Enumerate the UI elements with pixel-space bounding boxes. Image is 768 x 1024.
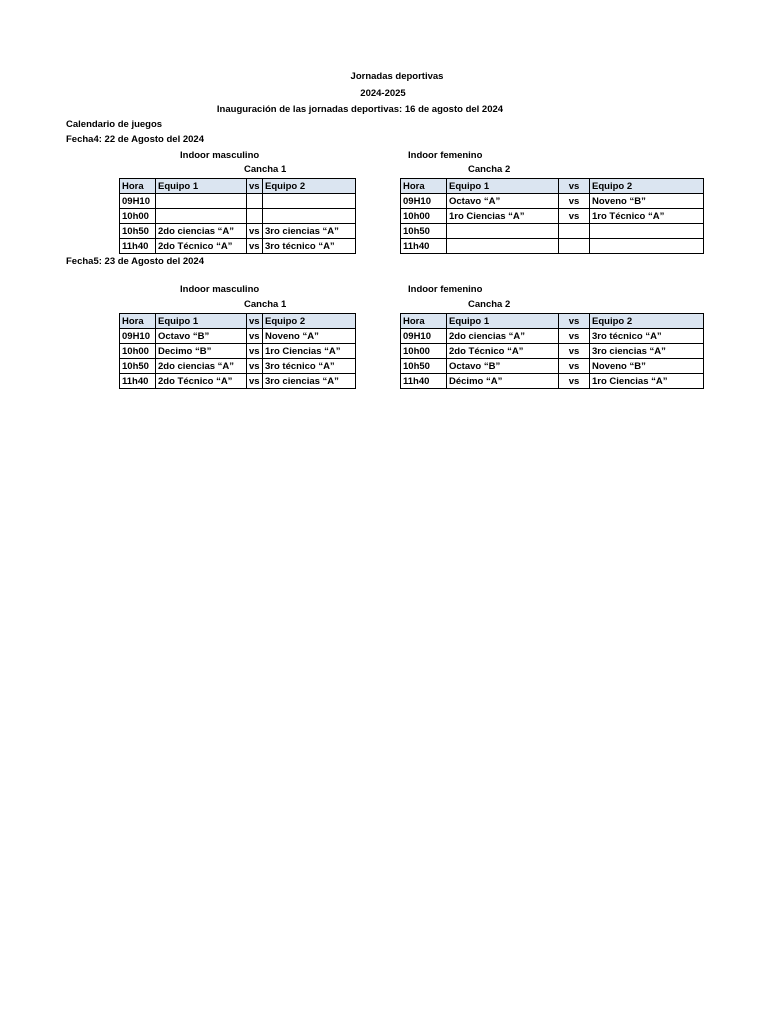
fecha5-masculino-table <box>119 313 356 389</box>
column-header-vs: vs <box>559 314 590 329</box>
fecha4-femenino-cancha: Cancha 2 <box>468 164 511 175</box>
table-row <box>120 374 356 389</box>
table-header-row <box>401 179 704 194</box>
cell-equipo1: 1ro Ciencias “A” <box>447 209 559 224</box>
cell-equipo2 <box>263 194 356 209</box>
cell-equipo2: 3ro técnico “A” <box>263 239 356 254</box>
cell-hora: 09H10 <box>120 329 156 344</box>
fecha5-label: Fecha5: 23 de Agosto del 2024 <box>66 256 204 267</box>
cell-equipo2 <box>590 239 704 254</box>
table-row <box>120 344 356 359</box>
cell-equipo1: Octavo “B” <box>156 329 247 344</box>
cell-hora: 11h40 <box>120 374 156 389</box>
cell-equipo1: Octavo “B” <box>447 359 559 374</box>
cell-vs <box>559 239 590 254</box>
table-row <box>401 224 704 239</box>
fecha5-masculino-cancha: Cancha 1 <box>244 299 287 310</box>
school-year: 2024-2025 <box>360 88 406 99</box>
table-row <box>401 329 704 344</box>
table-row <box>120 239 356 254</box>
column-header-equipo1: Equipo 1 <box>447 314 559 329</box>
cell-equipo1 <box>156 209 247 224</box>
cell-vs: vs <box>247 239 263 254</box>
cell-equipo2: 1ro Ciencias “A” <box>590 374 704 389</box>
table-row <box>120 194 356 209</box>
column-header-equipo1: Equipo 1 <box>447 179 559 194</box>
table-row <box>120 209 356 224</box>
inauguration-line: Inauguración de las jornadas deportivas: 16 de agosto del 2024 <box>216 104 504 115</box>
cell-hora: 10h50 <box>401 359 447 374</box>
table-row <box>401 359 704 374</box>
fecha5-femenino-cancha: Cancha 2 <box>468 299 511 310</box>
cell-vs: vs <box>247 224 263 239</box>
cell-hora: 10h50 <box>120 359 156 374</box>
cell-equipo2 <box>590 224 704 239</box>
cell-hora: 10h00 <box>401 344 447 359</box>
cell-vs <box>247 209 263 224</box>
column-header-vs: vs <box>247 314 263 329</box>
cell-vs: vs <box>559 329 590 344</box>
cell-hora: 09H10 <box>401 194 447 209</box>
fecha4-masculino-table <box>119 178 356 254</box>
cell-equipo2: 3ro técnico “A” <box>263 359 356 374</box>
cell-hora: 10h50 <box>401 224 447 239</box>
cell-hora: 11h40 <box>120 239 156 254</box>
cell-hora: 09H10 <box>120 194 156 209</box>
cell-vs: vs <box>559 209 590 224</box>
column-header-equipo2: Equipo 2 <box>590 314 704 329</box>
table-header-row <box>120 179 356 194</box>
column-header-equipo2: Equipo 2 <box>590 179 704 194</box>
cell-vs: vs <box>559 344 590 359</box>
fecha4-femenino-title: Indoor femenino <box>408 150 483 161</box>
fecha4-masculino-title: Indoor masculino <box>180 150 260 161</box>
cell-equipo1: Octavo “A” <box>447 194 559 209</box>
cell-equipo2: Noveno “B” <box>590 359 704 374</box>
fecha4-label: Fecha4: 22 de Agosto del 2024 <box>66 134 204 145</box>
column-header-hora: Hora <box>120 179 156 194</box>
cell-hora: 09H10 <box>401 329 447 344</box>
cell-equipo1: 2do Técnico “A” <box>156 239 247 254</box>
table-row <box>120 359 356 374</box>
calendar-heading: Calendario de juegos <box>66 119 163 130</box>
cell-hora: 10h50 <box>120 224 156 239</box>
cell-equipo2 <box>263 209 356 224</box>
cell-vs: vs <box>247 329 263 344</box>
cell-vs <box>559 224 590 239</box>
cell-vs: vs <box>247 374 263 389</box>
column-header-equipo2: Equipo 2 <box>263 314 356 329</box>
cell-equipo1: 2do ciencias “A” <box>156 224 247 239</box>
fecha4-masculino-cancha: Cancha 1 <box>244 164 287 175</box>
fecha5-femenino-title: Indoor femenino <box>408 284 483 295</box>
table-row <box>401 209 704 224</box>
cell-equipo1 <box>447 239 559 254</box>
column-header-vs: vs <box>247 179 263 194</box>
cell-vs: vs <box>559 194 590 209</box>
table-row <box>401 344 704 359</box>
cell-hora: 10h00 <box>120 209 156 224</box>
column-header-hora: Hora <box>120 314 156 329</box>
cell-equipo2: 3ro ciencias “A” <box>263 374 356 389</box>
table-row <box>120 329 356 344</box>
cell-vs: vs <box>559 374 590 389</box>
cell-vs <box>247 194 263 209</box>
cell-equipo1: 2do Técnico “A” <box>156 374 247 389</box>
table-row <box>401 239 704 254</box>
cell-equipo1: Décimo “A” <box>447 374 559 389</box>
cell-equipo2: 3ro técnico “A” <box>590 329 704 344</box>
column-header-vs: vs <box>559 179 590 194</box>
table-row <box>401 194 704 209</box>
cell-hora: 11h40 <box>401 374 447 389</box>
cell-equipo1 <box>156 194 247 209</box>
cell-hora: 10h00 <box>120 344 156 359</box>
cell-equipo1: Decimo “B” <box>156 344 247 359</box>
table-header-row <box>120 314 356 329</box>
cell-equipo2: 3ro ciencias “A” <box>590 344 704 359</box>
column-header-equipo1: Equipo 1 <box>156 179 247 194</box>
cell-equipo2: Noveno “A” <box>263 329 356 344</box>
table-row <box>120 224 356 239</box>
cell-vs: vs <box>559 359 590 374</box>
cell-vs: vs <box>247 344 263 359</box>
cell-hora: 10h00 <box>401 209 447 224</box>
cell-equipo1: 2do ciencias “A” <box>156 359 247 374</box>
fecha5-masculino-title: Indoor masculino <box>180 284 260 295</box>
fecha5-femenino-table <box>400 313 704 389</box>
column-header-hora: Hora <box>401 179 447 194</box>
cell-hora: 11h40 <box>401 239 447 254</box>
cell-equipo1 <box>447 224 559 239</box>
table-row <box>401 374 704 389</box>
column-header-hora: Hora <box>401 314 447 329</box>
column-header-equipo1: Equipo 1 <box>156 314 247 329</box>
column-header-equipo2: Equipo 2 <box>263 179 356 194</box>
fecha4-femenino-table <box>400 178 704 254</box>
table-header-row <box>401 314 704 329</box>
cell-equipo1: 2do ciencias “A” <box>447 329 559 344</box>
cell-equipo1: 2do Técnico “A” <box>447 344 559 359</box>
cell-vs: vs <box>247 359 263 374</box>
cell-equipo2: 3ro ciencias “A” <box>263 224 356 239</box>
document-title: Jornadas deportivas <box>350 71 444 82</box>
cell-equipo2: Noveno “B” <box>590 194 704 209</box>
cell-equipo2: 1ro Técnico “A” <box>590 209 704 224</box>
cell-equipo2: 1ro Ciencias “A” <box>263 344 356 359</box>
